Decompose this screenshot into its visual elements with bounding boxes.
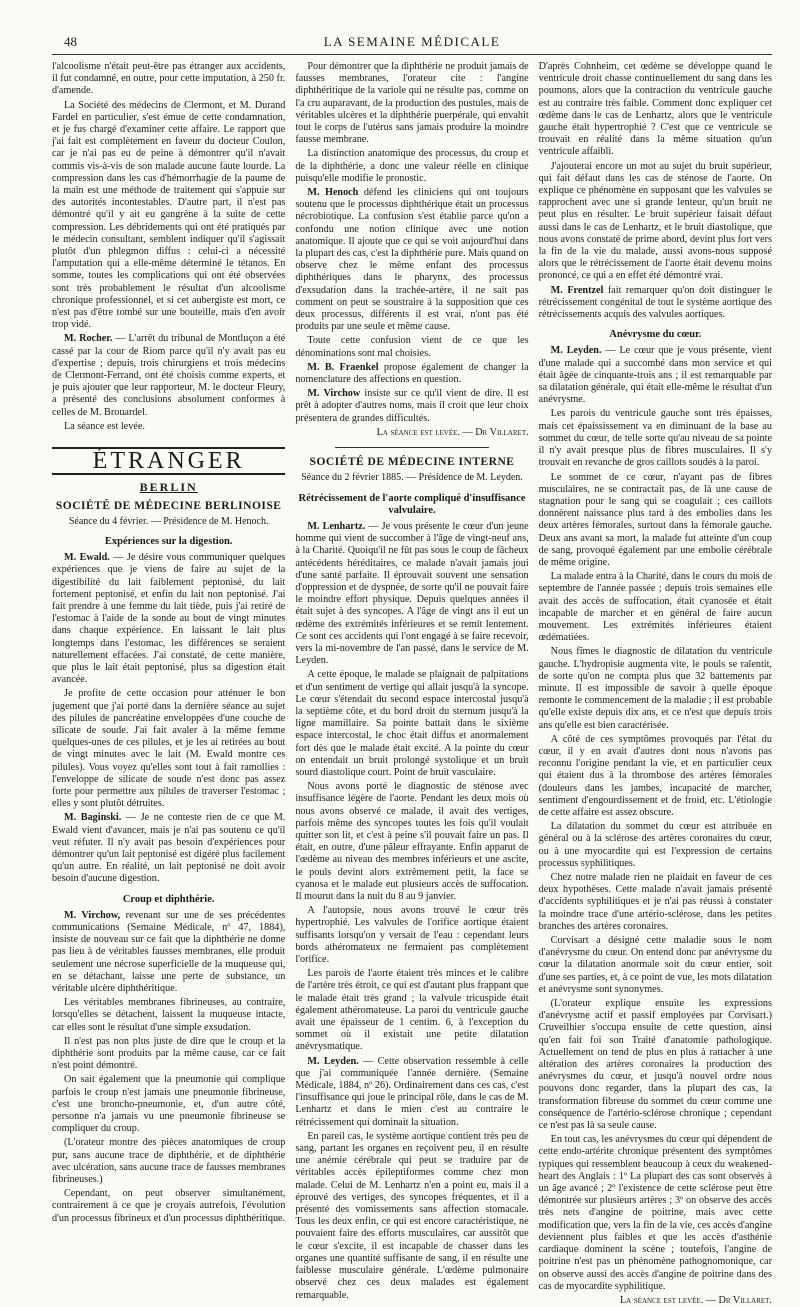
paragraph-text: — Cette observation ressemble à celle que j'ai communiquée l'année dernière. (Semaine Médicale, 1884, nº 26). Ordinairement dans ces cas, c'est l'insuffisance qui joue le principal rôle, dans le cas de M. Lenhartz et dans le mien c'est au contraire le rétrécissement qui dominait la situation. [295,1055,529,1128]
paragraph: (L'orateur montre des pièces anatomiques de croup pur, sans aucune trace de diphthérie, et de diphthérie avec ulcération, sans aucune trace de fausses membranes fibrineuses.) [52,1137,286,1186]
paragraph: Cependant, on peut observer simultanément, contrairement à ce que je croyais autrefois, l'évolution d'un processus fibrineux et d'un processus diphthéritique. [52,1188,286,1224]
seance-line: Séance du 2 février 1885. — Présidence de M. Leyden. [301,472,523,484]
speaker-name: M. B. Fraenkel [307,361,379,373]
paragraph: Il n'est pas non plus juste de dire que le croup et la diphthérie sont produits par la même cause, car ce fait n'est point démontré. [52,1035,286,1072]
paragraph: Nous avons porté le diagnostic de sténose avec insuffisance légère de l'aorte. Pendant les deux mois où nous avons observé ce malade, il avait des vertiges, parfois même des syncopes toutes les fois qu'il voulait quitter son lit, et c'est à peine s'il pouvait faire un pas. Il était, en outre, d'une pâleur effrayante. Enfin apparut de l'œdème au niveau des membres inférieurs et une ascite, le pouls devint alors extrêmement petit, la face se cyanosa et le malade eut plusieurs accès de suffocation. Il mourut dans la nuit du 8 au 9 janvier. [295,781,529,902]
paragraph: Les parois de l'aorte étaient très minces et le calibre de l'artère très étroit, ce qui est d'autant plus frappant que le malade était très grand ; la valvule tricuspide était également athéromateuse. La paroi du ventricule gauche avait une épaisseur de 1 centim. 6, à l'exception du sommet où il existait une petite dilatation anévrysmatique. [295,968,529,1053]
column-2 [295,61,529,1301]
city-heading: BERLIN [139,480,198,495]
journal-title: LA SEMAINE MÉDICALE [323,34,501,49]
page-number: 48 [64,34,77,49]
paragraph [295,1056,528,1129]
paragraph-text: — L'arrêt du tribunal de Montluçon a été cassé par la cour de Riom parce qu'il n'y avait pas eu d'expertise ; depuis, trois chirurgiens et trois médecins de Clermont-Ferrand, ont été choisis comme experts, et je puis ajouter que leur rapporteur, M. le docteur Fleury, a présenté des conclusions absolument conformes à celles de M. Brouardel. [52,333,286,418]
speaker-name: M. Henoch [307,187,359,199]
paragraph [295,362,528,386]
paragraph: En pareil cas, le système aortique contient très peu de sang, partant les organes en reçoivent peu, il en résulte une anémie cérébrale qui peut se traduire par de véritables accès épileptiformes comme chez mon malade. Celui de M. Lenhartz n'en a point eu, mais il a éprouvé des vertiges, des syncopes fréquentes, et il a présenté des vomissements sans affection stomacale. Tous les deux enfin, ce qui est encore caractéristique, ne pouvaient faire des efforts musculaires, car aussitôt que le cœur s'excite, il est incapable de chasser dans les organes une quantité suffisante de sang, il en résulte une faiblesse musculaire générale. L'œdème pulmonaire observé chez ces deux malades est également remarquable. [295,1130,529,1301]
paragraph-text: — Je désire vous communiquer quelques expériences que je viens de faire au sujet de la digestibilité du lait faiblement peptonisé, du lait fortement peptonisé, et enfin du lait non peptonisé. J'ai fait prendre à une femme du lait tiède, puis j'ai retiré de l'estomac à l'aide de la sonde au bout de vingt minutes dans chaque expérience. En laissant le lait plus longtemps dans l'estomac, les différences se seraient naturellement effacées. J'ai constaté, de cette manière, que plus le lait était peptonisé, plus sa digestion était avancée. [52,552,286,686]
paragraph: Toute cette confusion vient de ce que les dénominations sont mal choisies. [295,335,529,359]
signature-line: La séance est levée. — Dr Villaret. [376,426,529,438]
signature-line: La séance est levée. — Dr Villaret. [619,1294,772,1306]
paragraph: La dilatation du sommet du cœur est attribuée en général ou à la sclérose des artères coronaires du cœur, ou à une myocardite qui est l'expression de certains processus syphilitiques. [538,821,772,869]
column-1 [52,61,286,1224]
section-heading-etranger: ÉTRANGER [52,447,285,475]
society-heading: SOCIÉTÉ DE MÉDECINE INTERNE [309,456,515,469]
divider [335,447,488,448]
speaker-name: M. Frentzel [550,284,604,296]
paragraph [295,388,528,425]
paragraph-text: insiste sur ce qu'il vient de dire. Il est prêt à adopter d'autres noms, mais il croit que leur choix présentera de grandes difficultés. [295,388,529,424]
society-heading: SOCIÉTÉ DE MÉDECINE BERLINOISE [55,499,282,512]
speaker-name: M. Virchow [307,388,361,400]
paragraph: La malade entra à la Charité, dans le cours du mois de septembre de l'année passée ; depuis trois semaines elle avait des accès de suffocation, était cyanosée et était incapable de marcher et en général de faire aucun mouvement. Les extrémités inférieures étaient œdématiées. [538,571,772,644]
speaker-name: M. Rocher. [64,333,113,345]
paragraph: J'ajouterai encore un mot au sujet du bruit supérieur, qui fait défaut dans les cas de sténose de l'aorte. On explique ce phénomène en supposant que les valvules se rapprochent avec une si grande lenteur, qu'un bruit ne peut plus en résulter. Le bruit supérieur faisait défaut aussi dans le cas de Lenhartz, et le bruit diastolique, que nous avons constaté de prime abord, devint plus fort vers la fin de la vie du malade, aussi avons-nous supposé alors que le rétrécissement de l'aorte était devenu moins prononcé, ce qui a en effet été démontré vrai. [538,160,772,282]
paragraph [539,345,772,406]
paragraph: La séance est levée. [64,420,145,432]
subheading: Expériences sur la digestion. [104,535,233,547]
paragraph [52,910,285,995]
paragraph [295,187,528,333]
paragraph-text: propose également de changer la nomenclature des affections en question. [295,361,529,386]
paragraph: Pour démontrer que la diphthérie ne produit jamais de fausses membranes, l'orateur cite : l'angine diphthéritique de la variole qui ne résulte pas, comme on l'a cru auparavant, de la production des pustules, mais de véritables ulcères et la diphthérie puerpérale, qui envahit tout le corps de l'utérus sans jamais produire la moindre fausse membrane. [295,61,529,146]
paragraph [52,812,285,885]
paragraph [295,521,528,667]
paragraph-text: défend les cliniciens qui ont toujours soutenu que le processus diphthérique était un processus nécrobiotique. La confusion s'est établie parce qu'on a confondu une notion clinique avec une notion anatomique. Il ajoute que ce qui se voit aujourd'hui dans la plupart des cas, c'est la diphthérie pure. Mais quand on observe chez le même enfant des processus diphthériques dans le pharynx, des processus d'exsudation dans la trachée-artère, il ne sait pas comment on peut se soustraire à la supposition que ces deux processus, différents il est vrai, n'ont pas été produits par une seule et même cause. [295,187,529,333]
paragraph: A cette époque, le malade se plaignait de palpitations et d'un sentiment de vertige qui allait jusqu'à la syncope. Le cœur s'étendait du second espace intercostal jusqu'à la septième côte, et du bord droit du sternum jusqu'à la ligne mamillaire. Sa pointe battait dans le sixième espace intercostal, le choc était diffus et anormalement fort dès que le malade était excité. A la pointe du cœur on entendait un bruit prolongé systolique et un bruit sourd diastolique court. Point de bruit vasculaire. [295,669,529,778]
paragraph: l'alcoolisme n'était peut-être pas étranger aux accidents, il fut condamné, en outre, pour cette imputation, à 250 fr. d'amende. [52,61,286,97]
column-3 [538,61,772,1306]
paragraph: Le sommet de ce cœur, n'ayant pas de fibres musculaires, ne se contractait pas, de là une cause de stagnation pour le sang qui se coagulait ; ces caillots donnèrent naissance plus tard à des embolies dans les deux artères fémorales, surtout dans la fémorale gauche. Deux ans avant sa mort, la malade fut atteinte d'un coup de sang, provoqué également par une embolie cérébrale de même origine. [538,471,772,568]
subheading: Anévrysme du cœur. [609,329,702,341]
paragraph: Nous fîmes le diagnostic de dilatation du ventricule gauche. L'hydropisie augmenta vite, le pouls se ralentit, de sorte qu'on ne compta plus que 32 battements par minute. Il est impossible de savoir à quelle époque remonte le commencement de la maladie ; il est probable qu'elle existe depuis dix ans, et ce n'est que depuis trois ans qu'elle est bien caractérisée. [538,646,772,731]
paragraph: La distinction anatomique des processus, du croup et de la diphthérie, a donc une valeur réelle en clinique puisqu'elle modifie le pronostic. [295,148,529,184]
paragraph [52,333,285,418]
paragraph: En tout cas, les anévrysmes du cœur qui dépendent de cette endo-artérite chronique présentent des symptômes typiques qui ressemblent beaucoup à ceux du weakened-heart des Anglais : 1º La plupart des cas sont observés à un âge avancé ; 2º l'existence de cette sclérose peut être démontrée sur plusieurs artères ; 3º on observe des accès très nets d'angine de poitrine, mais avec cette modification que, vers la fin de la vie, ces accès d'angine deviennent plus faibles et que les accès d'asthénie cardiaque dominent la scène ; toutefois, l'angine de poitrine n'est pas un phénomène pathognomonique, car on observe aussi des accès d'angine de poitrine dans des cas de myocardite syphilitique. [538,1134,772,1292]
speaker-name: M. Baginski. [64,812,122,824]
paragraph: Les parois du ventricule gauche sont très épaisses, mais cet épaississement va en diminuant de la base au sommet du cœur, de telle sorte qu'au niveau de sa pointe il n'y avait presque plus de fibres musculaires. Il s'y trouvait en revanche de gros caillots soudés à la paroi. [538,408,772,469]
subheading: Rétrécissement de l'aorte compliqué d'insuffisance valvulaire. [298,492,526,516]
paragraph: Les véritables membranes fibrineuses, au contraire, lorsqu'elles se détachent, laissent la muqueuse intacte, car elles sont le résultat d'une simple exsudation. [52,997,286,1033]
paragraph: A côté de ces symptômes provoqués par l'état du cœur, il y en avait d'autres dont nous n'avons pas reconnu l'origine pendant la vie, et en particulier ceux qui étaient dus à la thrombose des artères fémorales (douleurs dans les jambes, incapacité de marcher, sentiment d'engourdissement et de froid, etc. L'étiologie de cette affaire est assez obscure. [538,733,772,818]
paragraph: La Société des médecins de Clermont, et M. Durand Fardel en particulier, s'est émue de cette condamnation, et je fus chargé d'examiner cette affaire. Le rapport que j'ai fait est complètement en faveur du docteur Coulon, car je n'ai pas eu de peine à démontrer qu'il n'avait commis vis-à-vis de son malade aucune faute lourde. La compression dans les cas d'hémorrhagie de la paume de la main est une méthode de traitement qui s'appuie sur des autorités incontestables. D'autre part, il n'est pas démontré qu'il y ait eu gangrène à la suite de cette compression. Les débridements qui ont été pratiqués par le médecin consultant, semblent indiquer qu'il s'agissait plutôt d'un phlegmon diffus : celui-ci a nécessité l'amputation qui a elle-même déterminé le tétanos. En somme, toutes les complications qui ont été observées sont très probablement le résultat d'un alcoolisme chronique professionnel, et si cet aubergiste est mort, ce n'est pas d'être tombé sur une bouteille, mais d'en avoir trop vidé. [52,99,286,331]
paragraph: D'après Cohnheim, cet œdème se développe quand le ventricule droit chasse continuellement du sang dans les poumons, alors que la contraction du ventricule gauche est au contraire très faible. Comment donc expliquer cet œdème dans le cas de Lenhartz, alors que le ventricule gauche était hypertrophié ? C'est que ce ventricule se trouvait en réalité dans la même situation qu'un ventricule affaibli. [538,61,772,158]
seance-line: Séance du 4 février. — Présidence de M. Henoch. [68,515,269,527]
paragraph-text: revenant sur une de ses précédentes communications (Semaine Médicale, nº 47, 1884), insiste de nouveau sur ce fait que la diphthérie ne donne pas lieu à de véritables fausses membranes, elle produit seulement une nécrose superficielle de la muqueuse qui, en se détachant, laisse une perte de substance, un véritable ulcère diphthéritique. [52,909,286,995]
subheading: Croup et diphthérie. [122,893,215,905]
paragraph: Je profite de cette occasion pour atténuer le bon jugement que j'ai porté dans la dernière séance au sujet des pilules de pancréatine enveloppées d'une couche de silicate de soude. J'ai fait avaler à la même femme quelques-unes de ces pilules, et je les ai retirées au bout de vingt minutes avec le lait (M. Ewald montre ces pilules). Vous voyez qu'elles sont tout à fait ramollies : l'enveloppe de silicate de soude n'est donc pas assez forte pour permettre aux pilules de traverser l'estomac ; elles y sont plutôt détruites. [52,688,286,810]
paragraph-text: — Je ne conteste rien de ce que M. Ewald vient d'avancer, mais je n'ai pas soutenu ce qu'il veut réfuter. Il n'y avait pas besoin d'expériences pour démontrer qu'un lait peptonisé est digéré plus facilement qu'un autre. En réalité, un lait peptonisé ne doit avoir besoin d'aucune digestion. [52,812,286,885]
page-header [52,34,772,55]
columns [52,61,772,1306]
paragraph [539,285,772,322]
speaker-name: M. Virchow, [64,909,121,921]
paragraph-text: — Je vous présente le cœur d'un jeune homme qui vient de succomber à l'âge de vingt-neuf ans, à la Charité. Quoiqu'il ne fût pas sous le coup de fâcheux antécédents héréditaires, ce malade n'avait jamais joui d'une santé parfaite. Il éprouvait souvent une sensation d'oppression et de dyspnée, de sorte qu'il ne pouvait faire le moindre effort physique. Depuis quelques années il était sujet à des syncopes. A l'âge de vingt ans il eut un œdème des extrémités inférieures et se remit lentement. Ce sont ces accidents qui l'ont engagé à se faire recevoir, vers la mi-novembre de l'an passé, dans le service de M. Leyden. [295,520,529,667]
paragraph: Corvisart a désigné cette maladie sous le nom d'anévrysme du cœur. On entend donc par anévrysme du cœur la dilatation anormale soit du cœur entier, soit d'une ses parties, et, à ce point de vue, les mots dilatation et anévrysme sont synonymes. [538,935,772,995]
speaker-name: M. Lenhartz. [307,520,366,532]
paragraph: (L'orateur explique ensuite les expressions d'anévrysme actif et passif employées par Corvisart.) Cruveilhier s'occupa ensuite de cette question, ainsi qu'en fait foi son Traité d'anatomie pathologique. Actuellement on tend de plus en plus à rattacher à une altération des artères coronaires la production des anévrysmes du cœur, et jusqu'à nouvel ordre nous pouvons donc regarder, dans la plupart des cas, la transformation fibreuse du sommet du cœur comme une conséquence de l'artério-sclérose chronique ; cependant ce n'est pas là sa seule cause. [538,998,772,1132]
paragraph: A l'autopsie, nous avons trouvé le cœur très hypertrophié. Les valvules de l'orifice aortique étaient suffisants lorsqu'on y versait de l'eau : cependant leurs bords athéromateux ne fermaient pas complètement l'orifice. [295,905,529,966]
paragraph-text: fait remarquer qu'on doit distinguer le rétrécissement congénital de tout le système aortique des rétrécissements acquis des valvules aortiques. [538,284,772,321]
paragraph: Chez notre malade rien ne plaidait en faveur de ces deux hypothèses. Cette malade n'avait jamais présenté d'accidents syphilitiques et je n'ai pas réussi à constater la moindre trace d'une artério-sclérose, dans les petites branches des artères coronaires. [538,872,772,932]
speaker-name: M. Leyden. [307,1055,359,1067]
speaker-name: M. Leyden. [550,345,602,357]
paragraph: On sait également que la pneumonie qui complique parfois le croup n'est jamais une pneumonie fibrineuse, c'est une broncho-pneumonie, et, d'un autre côté, personne n'a jamais vu une pneumonie fibrineuse se compliquer du croup. [52,1074,286,1135]
paragraph [52,552,285,686]
paragraph-text: — Le cœur que je vous présente, vient d'une malade qui a succombé dans mon service et qui était âgée de cinquante-trois ans ; il est remarquable par sa dilatation générale, qui était elle-même le résultat d'un anévrysme. [538,345,772,406]
speaker-name: M. Ewald. [64,552,110,564]
